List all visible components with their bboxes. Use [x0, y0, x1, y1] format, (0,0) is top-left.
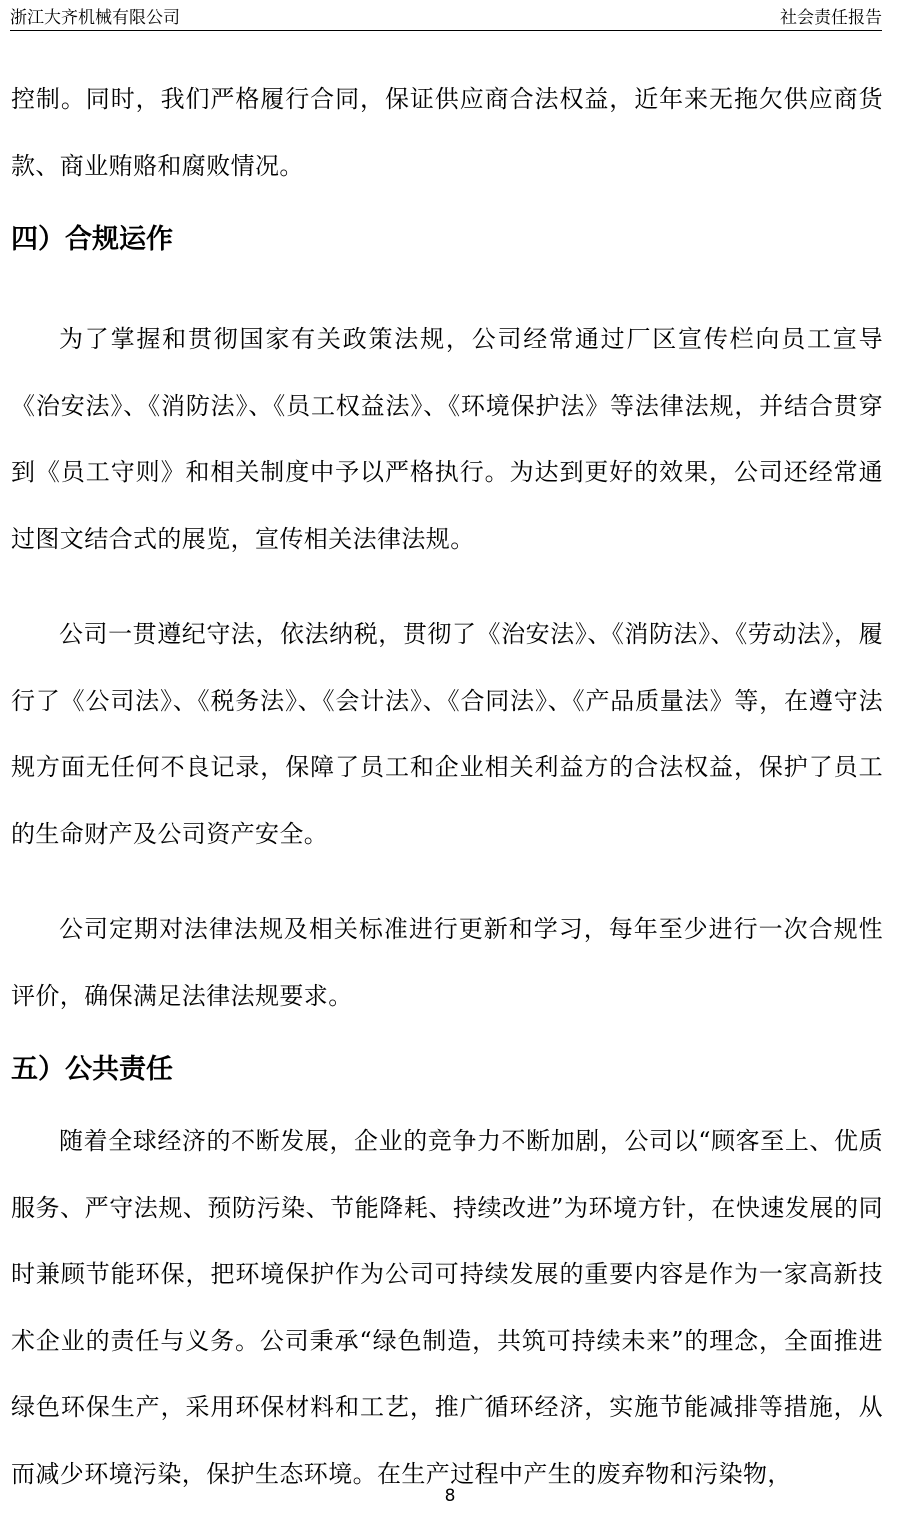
- header-company-name: 浙江大齐机械有限公司: [10, 7, 180, 28]
- section-title-public-responsibility: 五）公共责任: [11, 1054, 173, 1085]
- page-header: [10, 0, 882, 31]
- compliance-paragraph-2: 公司一贯遵纪守法，依法纳税，贯彻了《治安法》、《消防法》、《劳动法》，履行了《公司法》、《税务法》、《会计法》、《合同法》、《产品质量法》等，在遵守法规方面无任何不良记录，保障了员工和企业相关利益方的合法权益，保护了员工的生命财产及公司资产安全。: [11, 620, 883, 848]
- intro-paragraph: 控制。同时，我们严格履行合同，保证供应商合法权益，近年来无拖欠供应商货款、商业贿赂和腐败情况。: [11, 85, 883, 180]
- header-report-title: 社会责任报告: [780, 7, 882, 28]
- page-body: [11, 66, 883, 1507]
- page-number: 8: [444, 1486, 456, 1506]
- section-title-compliance: 四）合规运作: [11, 224, 173, 255]
- compliance-paragraph-3: 公司定期对法律法规及相关标准进行更新和学习，每年至少进行一次合规性评价，确保满足法律法规要求。: [11, 915, 883, 1010]
- compliance-paragraph-1: 为了掌握和贯彻国家有关政策法规，公司经常通过厂区宣传栏向员工宣导《治安法》、《消防法》、《员工权益法》、《环境保护法》等法律法规，并结合贯穿到《员工守则》和相关制度中予以严格执行。为达到更好的效果，公司还经常通过图文结合式的展览，宣传相关法律法规。: [11, 325, 883, 553]
- public-responsibility-paragraph-1: 随着全球经济的不断发展，企业的竞争力不断加剧，公司以“顾客至上、优质服务、严守法规、预防污染、节能降耗、持续改进”为环境方针，在快速发展的同时兼顾节能环保，把环境保护作为公司可持续发展的重要内容是作为一家高新技术企业的责任与义务。公司秉承“绿色制造，共筑可持续未来”的理念，全面推进绿色环保生产，采用环保材料和工艺，推广循环经济，实施节能减排等措施，从而减少环境污染，保护生态环境。在生产过程中产生的废弃物和污染物，: [11, 1127, 883, 1488]
